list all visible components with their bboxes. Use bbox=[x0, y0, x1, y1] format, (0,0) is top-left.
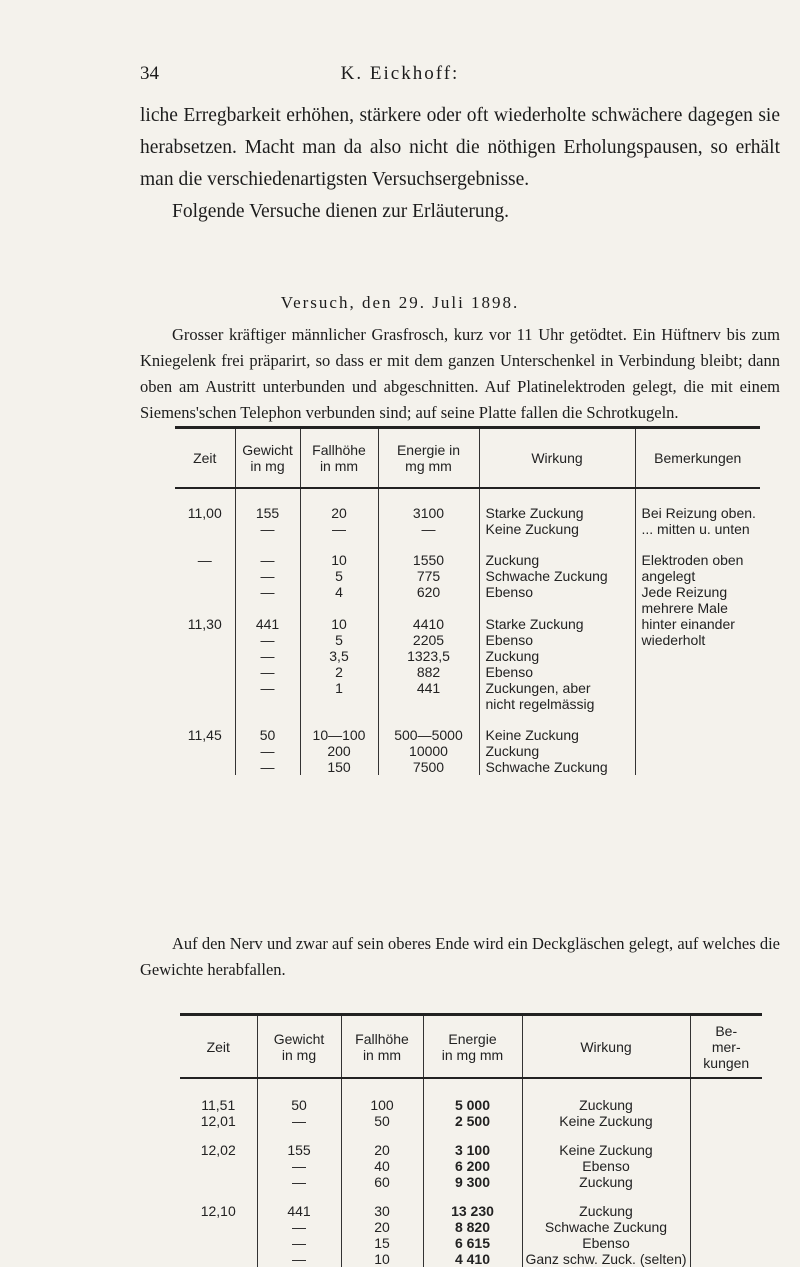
table-cell: 50 bbox=[341, 1113, 423, 1129]
column-header: Be- mer- kungen bbox=[690, 1015, 762, 1079]
column-header: Wirkung bbox=[522, 1015, 690, 1079]
table-cell bbox=[175, 664, 235, 680]
running-head: K. Eickhoff: bbox=[340, 63, 460, 84]
table-cell bbox=[180, 1235, 257, 1251]
table-cell: Schwache Zuckung bbox=[522, 1219, 690, 1235]
table-cell: 3,5 bbox=[300, 648, 378, 664]
table-row bbox=[175, 632, 760, 648]
table-cell: 15 bbox=[341, 1235, 423, 1251]
table-cell bbox=[175, 696, 235, 712]
table-cell: 3100 bbox=[378, 505, 479, 521]
table-row bbox=[175, 648, 760, 664]
table-cell: 2205 bbox=[378, 632, 479, 648]
table-cell: Zuckung bbox=[522, 1097, 690, 1113]
table-cell: — bbox=[235, 664, 300, 680]
table-cell: 60 bbox=[341, 1174, 423, 1190]
table-cell: 10000 bbox=[378, 743, 479, 759]
table-cell bbox=[175, 743, 235, 759]
table-cell bbox=[180, 1251, 257, 1267]
column-header: Energie in mg mm bbox=[423, 1015, 522, 1079]
table-cell: Keine Zuckung bbox=[479, 521, 635, 537]
table-cell: 9 300 bbox=[423, 1174, 522, 1190]
page-number: 34 bbox=[140, 63, 159, 84]
table-cell: — bbox=[257, 1113, 341, 1129]
experiment-title: Versuch, den 29. Juli 1898. bbox=[280, 293, 520, 312]
table-row bbox=[180, 1251, 762, 1267]
header-row bbox=[175, 428, 760, 489]
column-header: Zeit bbox=[175, 428, 235, 489]
table-2 bbox=[180, 1013, 762, 1267]
table-cell: 10—100 bbox=[300, 712, 378, 743]
table-cell: 11,00 bbox=[187, 505, 222, 521]
table-cell: 3 100 bbox=[423, 1129, 522, 1158]
table-cell bbox=[175, 600, 235, 616]
table-cell: 500—5000 bbox=[378, 712, 479, 743]
table-row bbox=[175, 568, 760, 584]
table-cell: Zuckung bbox=[479, 648, 635, 664]
table-row bbox=[175, 680, 760, 696]
table-cell: Ebenso bbox=[522, 1235, 690, 1251]
table-cell: 11,51 bbox=[201, 1097, 236, 1113]
table-cell bbox=[635, 680, 760, 696]
table-cell: Keine Zuckung bbox=[522, 1129, 690, 1158]
table-cell: — bbox=[257, 1235, 341, 1251]
table-cell: 441 bbox=[378, 680, 479, 696]
table-cell: 12,01 bbox=[200, 1113, 236, 1129]
header-row bbox=[180, 1015, 762, 1079]
table-cell: — bbox=[257, 1174, 341, 1190]
table-row bbox=[180, 1235, 762, 1251]
table-row bbox=[180, 1219, 762, 1235]
table-cell bbox=[235, 600, 300, 616]
table-cell: 12,10 bbox=[200, 1203, 236, 1219]
table-cell: 441 bbox=[257, 1190, 341, 1219]
column-header: Zeit bbox=[180, 1015, 257, 1079]
column-header: Energie in mg mm bbox=[378, 428, 479, 489]
column-header: Fallhöhe in mm bbox=[341, 1015, 423, 1079]
table-cell: 1323,5 bbox=[378, 648, 479, 664]
table-cell bbox=[635, 648, 760, 664]
table-cell bbox=[479, 600, 635, 616]
table-cell bbox=[635, 759, 760, 775]
table-cell: 620 bbox=[378, 584, 479, 600]
table-cell bbox=[175, 521, 235, 537]
table-cell bbox=[690, 1235, 762, 1251]
table-cell bbox=[180, 1219, 257, 1235]
table-cell: nicht regelmässig bbox=[479, 696, 635, 712]
paragraph-2: Folgende Versuche dienen zur Erläuterung. bbox=[172, 201, 509, 222]
column-header: Gewicht in mg bbox=[257, 1015, 341, 1079]
table-cell: — bbox=[257, 1158, 341, 1174]
table-cell: Ebenso bbox=[479, 632, 635, 648]
table-cell: 50 bbox=[257, 1097, 341, 1113]
table-cell: Zuckung bbox=[522, 1174, 690, 1190]
table-cell: Zuckung bbox=[479, 743, 635, 759]
table-cell: 13 230 bbox=[423, 1190, 522, 1219]
table-cell: 6 200 bbox=[423, 1158, 522, 1174]
table-cell bbox=[690, 1219, 762, 1235]
table-cell: mehrere Male bbox=[635, 600, 760, 616]
table-cell: 20 bbox=[300, 505, 378, 521]
table-cell bbox=[300, 696, 378, 712]
table-cell: 2 bbox=[300, 664, 378, 680]
table-cell: 1550 bbox=[378, 537, 479, 568]
table-row bbox=[175, 600, 760, 616]
table-cell bbox=[690, 1251, 762, 1267]
table-cell: Ebenso bbox=[522, 1158, 690, 1174]
table-cell: 155 bbox=[257, 1129, 341, 1158]
table-cell: angelegt bbox=[635, 568, 760, 584]
table-row bbox=[175, 743, 760, 759]
table-cell: 775 bbox=[378, 568, 479, 584]
table-cell: 5 000 bbox=[423, 1097, 522, 1113]
table-cell bbox=[175, 680, 235, 696]
table-cell bbox=[690, 1129, 762, 1158]
experiment-description-text: Grosser kräftiger männlicher Grasfrosch, kurz vor 11 Uhr getödtet. Ein Hüftnerv bis zum Kniegelenk frei präparirt, so dass er mit dem ganzen Unterschenkel in Verbindung bleibt; dann oben am Austritt unterbunden und abgeschnitten. Auf Platinelektroden gelegt, die mit einem Siemens'schen Telephon verbunden sind; auf seine Platte fallen die Schrotkugeln. bbox=[140, 325, 780, 422]
table-cell: 20 bbox=[341, 1129, 423, 1158]
table-cell: 50 bbox=[235, 712, 300, 743]
table-cell: Elektroden oben bbox=[635, 537, 760, 568]
table-cell: 100 bbox=[341, 1097, 423, 1113]
table-cell: 10 bbox=[300, 537, 378, 568]
table-row bbox=[175, 521, 760, 537]
table-cell: Zuckung bbox=[479, 537, 635, 568]
table-cell: 2 500 bbox=[423, 1113, 522, 1129]
intro-text bbox=[140, 100, 780, 228]
table-row bbox=[180, 1129, 762, 1158]
table-cell: 7500 bbox=[378, 759, 479, 775]
table-cell: — bbox=[235, 537, 300, 568]
table-cell bbox=[690, 1158, 762, 1174]
table-cell: Keine Zuckung bbox=[479, 712, 635, 743]
table-cell bbox=[175, 759, 235, 775]
table-cell: hinter einander bbox=[635, 616, 760, 632]
table-cell: 4 410 bbox=[423, 1251, 522, 1267]
table-cell: 200 bbox=[300, 743, 378, 759]
table-row bbox=[175, 664, 760, 680]
table-cell bbox=[690, 1097, 762, 1113]
table-cell: 4410 bbox=[378, 616, 479, 632]
table-row bbox=[180, 1190, 762, 1219]
table-cell: — bbox=[235, 680, 300, 696]
table-row bbox=[180, 1097, 762, 1113]
table-row bbox=[180, 1113, 762, 1129]
table-cell bbox=[635, 712, 760, 743]
table-cell: Keine Zuckung bbox=[522, 1113, 690, 1129]
table-cell: Schwache Zuckung bbox=[479, 568, 635, 584]
table-cell: 11,30 bbox=[187, 616, 222, 632]
table-cell: Jede Reizung bbox=[635, 584, 760, 600]
table-cell: 6 615 bbox=[423, 1235, 522, 1251]
column-header: Bemerkungen bbox=[635, 428, 760, 489]
table-cell: 4 bbox=[300, 584, 378, 600]
spacer-row bbox=[175, 488, 760, 505]
table-cell: 20 bbox=[341, 1219, 423, 1235]
table-cell: Ganz schw. Zuck. (selten) bbox=[522, 1251, 690, 1267]
table-row bbox=[180, 1158, 762, 1174]
table-cell: Bei Reizung oben. bbox=[635, 505, 760, 521]
table-cell: Zuckung bbox=[522, 1190, 690, 1219]
column-header: Wirkung bbox=[479, 428, 635, 489]
table-cell: 150 bbox=[300, 759, 378, 775]
table-cell: — bbox=[197, 552, 212, 568]
table-row bbox=[175, 616, 760, 632]
table-cell: 5 bbox=[300, 632, 378, 648]
table-cell: — bbox=[378, 521, 479, 537]
table-cell: Zuckungen, aber bbox=[479, 680, 635, 696]
table-cell bbox=[300, 600, 378, 616]
table-cell: — bbox=[235, 521, 300, 537]
table-cell: — bbox=[235, 759, 300, 775]
experiment-description bbox=[140, 322, 780, 426]
column-header: Gewicht in mg bbox=[235, 428, 300, 489]
table-row bbox=[175, 505, 760, 521]
table-cell bbox=[180, 1158, 257, 1174]
table-row bbox=[175, 759, 760, 775]
table-1 bbox=[175, 426, 760, 775]
table-row bbox=[175, 584, 760, 600]
table-cell: — bbox=[235, 568, 300, 584]
table-cell bbox=[175, 568, 235, 584]
table-cell: 1 bbox=[300, 680, 378, 696]
paragraph-1: liche Erregbarkeit erhöhen, stärkere oder oft wiederholte schwächere dagegen sie herabsetzen. Macht man da also nicht die nöthigen Erholungspausen, so erhält man die verschiedenartigsten Versuchsergebnisse. bbox=[140, 105, 780, 190]
table-cell bbox=[175, 584, 235, 600]
table-cell: 5 bbox=[300, 568, 378, 584]
table-cell: — bbox=[300, 521, 378, 537]
table-cell: 8 820 bbox=[423, 1219, 522, 1235]
spacer-row bbox=[180, 1078, 762, 1097]
table-cell bbox=[378, 600, 479, 616]
table-cell: — bbox=[257, 1219, 341, 1235]
table-cell: 40 bbox=[341, 1158, 423, 1174]
table-cell: 882 bbox=[378, 664, 479, 680]
table-cell: 30 bbox=[341, 1190, 423, 1219]
table-cell: Starke Zuckung bbox=[479, 505, 635, 521]
table-cell: — bbox=[235, 584, 300, 600]
table-cell: 12,02 bbox=[200, 1142, 236, 1158]
column-header: Fallhöhe in mm bbox=[300, 428, 378, 489]
table-cell: 10 bbox=[300, 616, 378, 632]
table-cell: Starke Zuckung bbox=[479, 616, 635, 632]
table-row bbox=[180, 1174, 762, 1190]
table-cell bbox=[690, 1190, 762, 1219]
between-text bbox=[140, 931, 780, 983]
table-cell: 11,45 bbox=[187, 727, 222, 743]
table-cell bbox=[235, 696, 300, 712]
table-row bbox=[175, 712, 760, 743]
table-cell: — bbox=[257, 1251, 341, 1267]
table-cell: ... mitten u. unten bbox=[635, 521, 760, 537]
table-cell bbox=[635, 664, 760, 680]
table-cell bbox=[635, 743, 760, 759]
table-cell: 441 bbox=[235, 616, 300, 632]
table-cell: — bbox=[235, 648, 300, 664]
table-cell bbox=[690, 1113, 762, 1129]
table-cell: — bbox=[235, 743, 300, 759]
table-cell bbox=[175, 648, 235, 664]
table-cell bbox=[690, 1174, 762, 1190]
table-row bbox=[175, 537, 760, 568]
table-cell: 155 bbox=[235, 505, 300, 521]
table-cell: — bbox=[235, 632, 300, 648]
between-text-content: Auf den Nerv und zwar auf sein oberes Ende wird ein Deckgläschen gelegt, auf welches die Gewichte herabfallen. bbox=[140, 934, 780, 979]
table-cell bbox=[175, 632, 235, 648]
table-cell: Ebenso bbox=[479, 664, 635, 680]
table-cell: Schwache Zuckung bbox=[479, 759, 635, 775]
table-cell bbox=[635, 696, 760, 712]
table-cell bbox=[180, 1174, 257, 1190]
table-cell: Ebenso bbox=[479, 584, 635, 600]
table-cell bbox=[378, 696, 479, 712]
table-row bbox=[175, 696, 760, 712]
table-cell: 10 bbox=[341, 1251, 423, 1267]
table-cell: wiederholt bbox=[635, 632, 760, 648]
